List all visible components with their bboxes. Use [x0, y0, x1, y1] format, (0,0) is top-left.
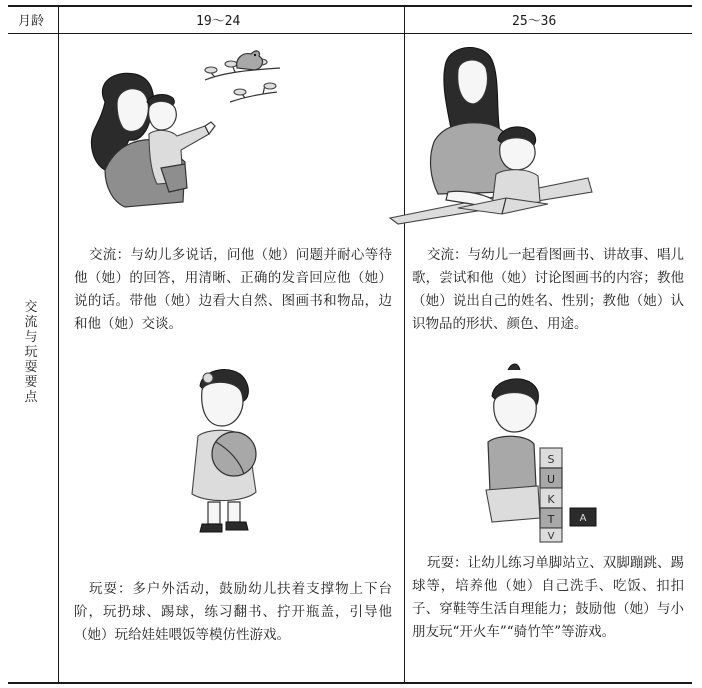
row-label-char: 流: [24, 315, 38, 330]
table-top-rule: [8, 5, 692, 7]
block-stack: [540, 448, 596, 542]
bird-icon: [237, 51, 263, 70]
block-letter-v: V: [547, 531, 555, 542]
header-bottom-rule: [8, 33, 692, 34]
block-letter-a: A: [579, 513, 587, 524]
header-col-19-24: 19～24: [196, 14, 241, 29]
block-letter-t: T: [547, 513, 555, 526]
cell-25-36-play: 玩耍：让幼儿练习单脚站立、双脚蹦跳、踢球等，培养他（她）自己洗手、吃饭、扣扣子、穿鞋等生活自理能力；鼓励他（她）与小朋友玩“开火车”“骑竹竿”等游戏。: [412, 555, 684, 640]
row-label-communication-play: [22, 300, 40, 405]
ball-icon: [212, 432, 256, 476]
header-month-age: 月龄: [18, 14, 45, 29]
table-bottom-rule: [8, 682, 692, 684]
block-letter-k: K: [547, 493, 555, 506]
toddler-blocks-illustration: [478, 362, 618, 542]
block-letter-u: U: [546, 473, 556, 486]
cell-25-36-communication: 交流：与幼儿一起看图画书、讲故事、唱儿歌，尝试和他（她）讨论图画书的内容；教他（她）说出自己的姓名、性别；教他（她）认识物品的形状、颜色、用途。: [412, 247, 684, 332]
header-col-25-36: 25～36: [512, 14, 557, 29]
column-divider-1: [58, 5, 59, 683]
row-label-char: 交: [24, 300, 38, 315]
row-label-char: 点: [24, 390, 38, 405]
toddler-ball-illustration: [178, 362, 278, 542]
cell-19-24-play: 玩耍：多户外活动，鼓励幼儿扶着支撑物上下台阶，玩扔球、踢球，练习翻书、拧开瓶盖，引导他（她）玩给娃娃喂饭等模仿性游戏。: [74, 581, 392, 643]
row-label-char: 耍: [24, 360, 38, 375]
mother-child-bird-illustration: [65, 42, 290, 227]
row-label-char: 要: [24, 375, 38, 390]
mother-reading-illustration: [388, 42, 598, 222]
row-label-char: 与: [24, 330, 38, 345]
cell-19-24-communication: 交流：与幼儿多说话，问他（她）问题并耐心等待他（她）的回答，用清晰、正确的发音回应他（她）说的话。带他（她）边看大自然、图画书和物品，边和他（她）交谈。: [74, 247, 392, 332]
row-label-char: 玩: [24, 345, 38, 360]
block-letter-s: S: [547, 453, 555, 466]
